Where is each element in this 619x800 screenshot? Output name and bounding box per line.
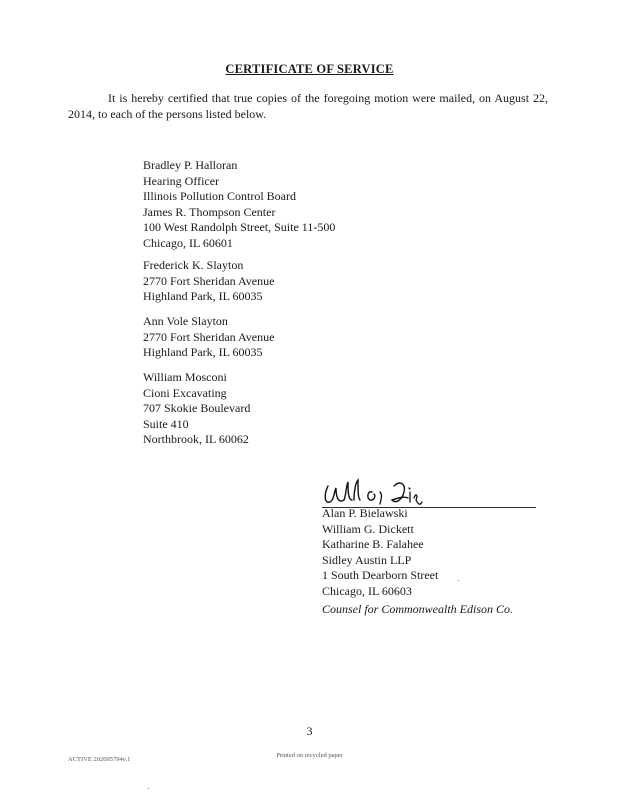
- handwritten-signature: [320, 476, 540, 510]
- signature-block: [322, 506, 438, 599]
- recycled-paper-note: Printed on recycled paper: [276, 752, 343, 759]
- signer-line: William G. Dickett: [322, 521, 414, 536]
- signer-line: 1 South Dearborn Street: [322, 568, 439, 582]
- signature-stroke: [368, 492, 375, 500]
- certificate-title: CERTIFICATE OF SERVICE: [225, 62, 394, 76]
- address-line: Highland Park, IL 60035: [143, 289, 263, 303]
- address-line: Ann Vole Slayton: [143, 314, 228, 328]
- address-line: William Mosconi: [143, 370, 227, 384]
- signature-stroke: [409, 488, 410, 502]
- footer-document-id: ACTIVE 202095794v.1: [68, 756, 131, 763]
- address-line: Illinois Pollution Control Board: [143, 189, 297, 203]
- signature-stroke: [325, 482, 352, 502]
- signature-stroke: [380, 492, 382, 504]
- address-line: Chicago, IL 60601: [143, 235, 233, 250]
- address-line: 100 West Randolph Street, Suite 11-500: [143, 220, 336, 234]
- scan-speck: [458, 580, 459, 581]
- signature-stroke: [354, 480, 360, 500]
- recipient-address-ann-slayton: [143, 314, 274, 361]
- address-line: James R. Thompson Center: [143, 204, 276, 219]
- address-line: 2770 Fort Sheridan Avenue: [143, 329, 275, 344]
- address-line: Northbrook, IL 60062: [143, 432, 249, 446]
- signer-line: Katharine B. Falahee: [322, 537, 424, 551]
- address-line: Highland Park, IL 60035: [143, 345, 263, 359]
- address-line: Frederick K. Slayton: [143, 258, 244, 272]
- signer-line: Chicago, IL 60603: [322, 583, 412, 598]
- page-number: 3: [306, 724, 313, 738]
- address-line: Bradley P. Halloran: [143, 158, 238, 172]
- recipient-address-halloran: [143, 158, 335, 251]
- certificate-intro: It is hereby certified that true copies of the foregoing motion were mailed, on August 22, 2014, to each of the persons listed below.: [68, 91, 548, 121]
- recipient-address-frederick-slayton: [143, 258, 274, 305]
- address-line: Suite 410: [143, 416, 189, 431]
- signer-line: Sidley Austin LLP: [322, 552, 412, 567]
- address-line: 707 Skokie Boulevard: [143, 401, 251, 415]
- address-line: Hearing Officer: [143, 173, 220, 188]
- signature-stroke: [414, 495, 422, 504]
- signature-stroke: [392, 483, 408, 501]
- scan-speck: [148, 788, 149, 789]
- counsel-designation: Counsel for Commonwealth Edison Co.: [322, 602, 514, 616]
- recipient-address-mosconi: [143, 370, 250, 448]
- address-line: 2770 Fort Sheridan Avenue: [143, 273, 275, 288]
- address-line: Cioni Excavating: [143, 385, 227, 400]
- signer-line: Alan P. Bielawski: [322, 506, 408, 520]
